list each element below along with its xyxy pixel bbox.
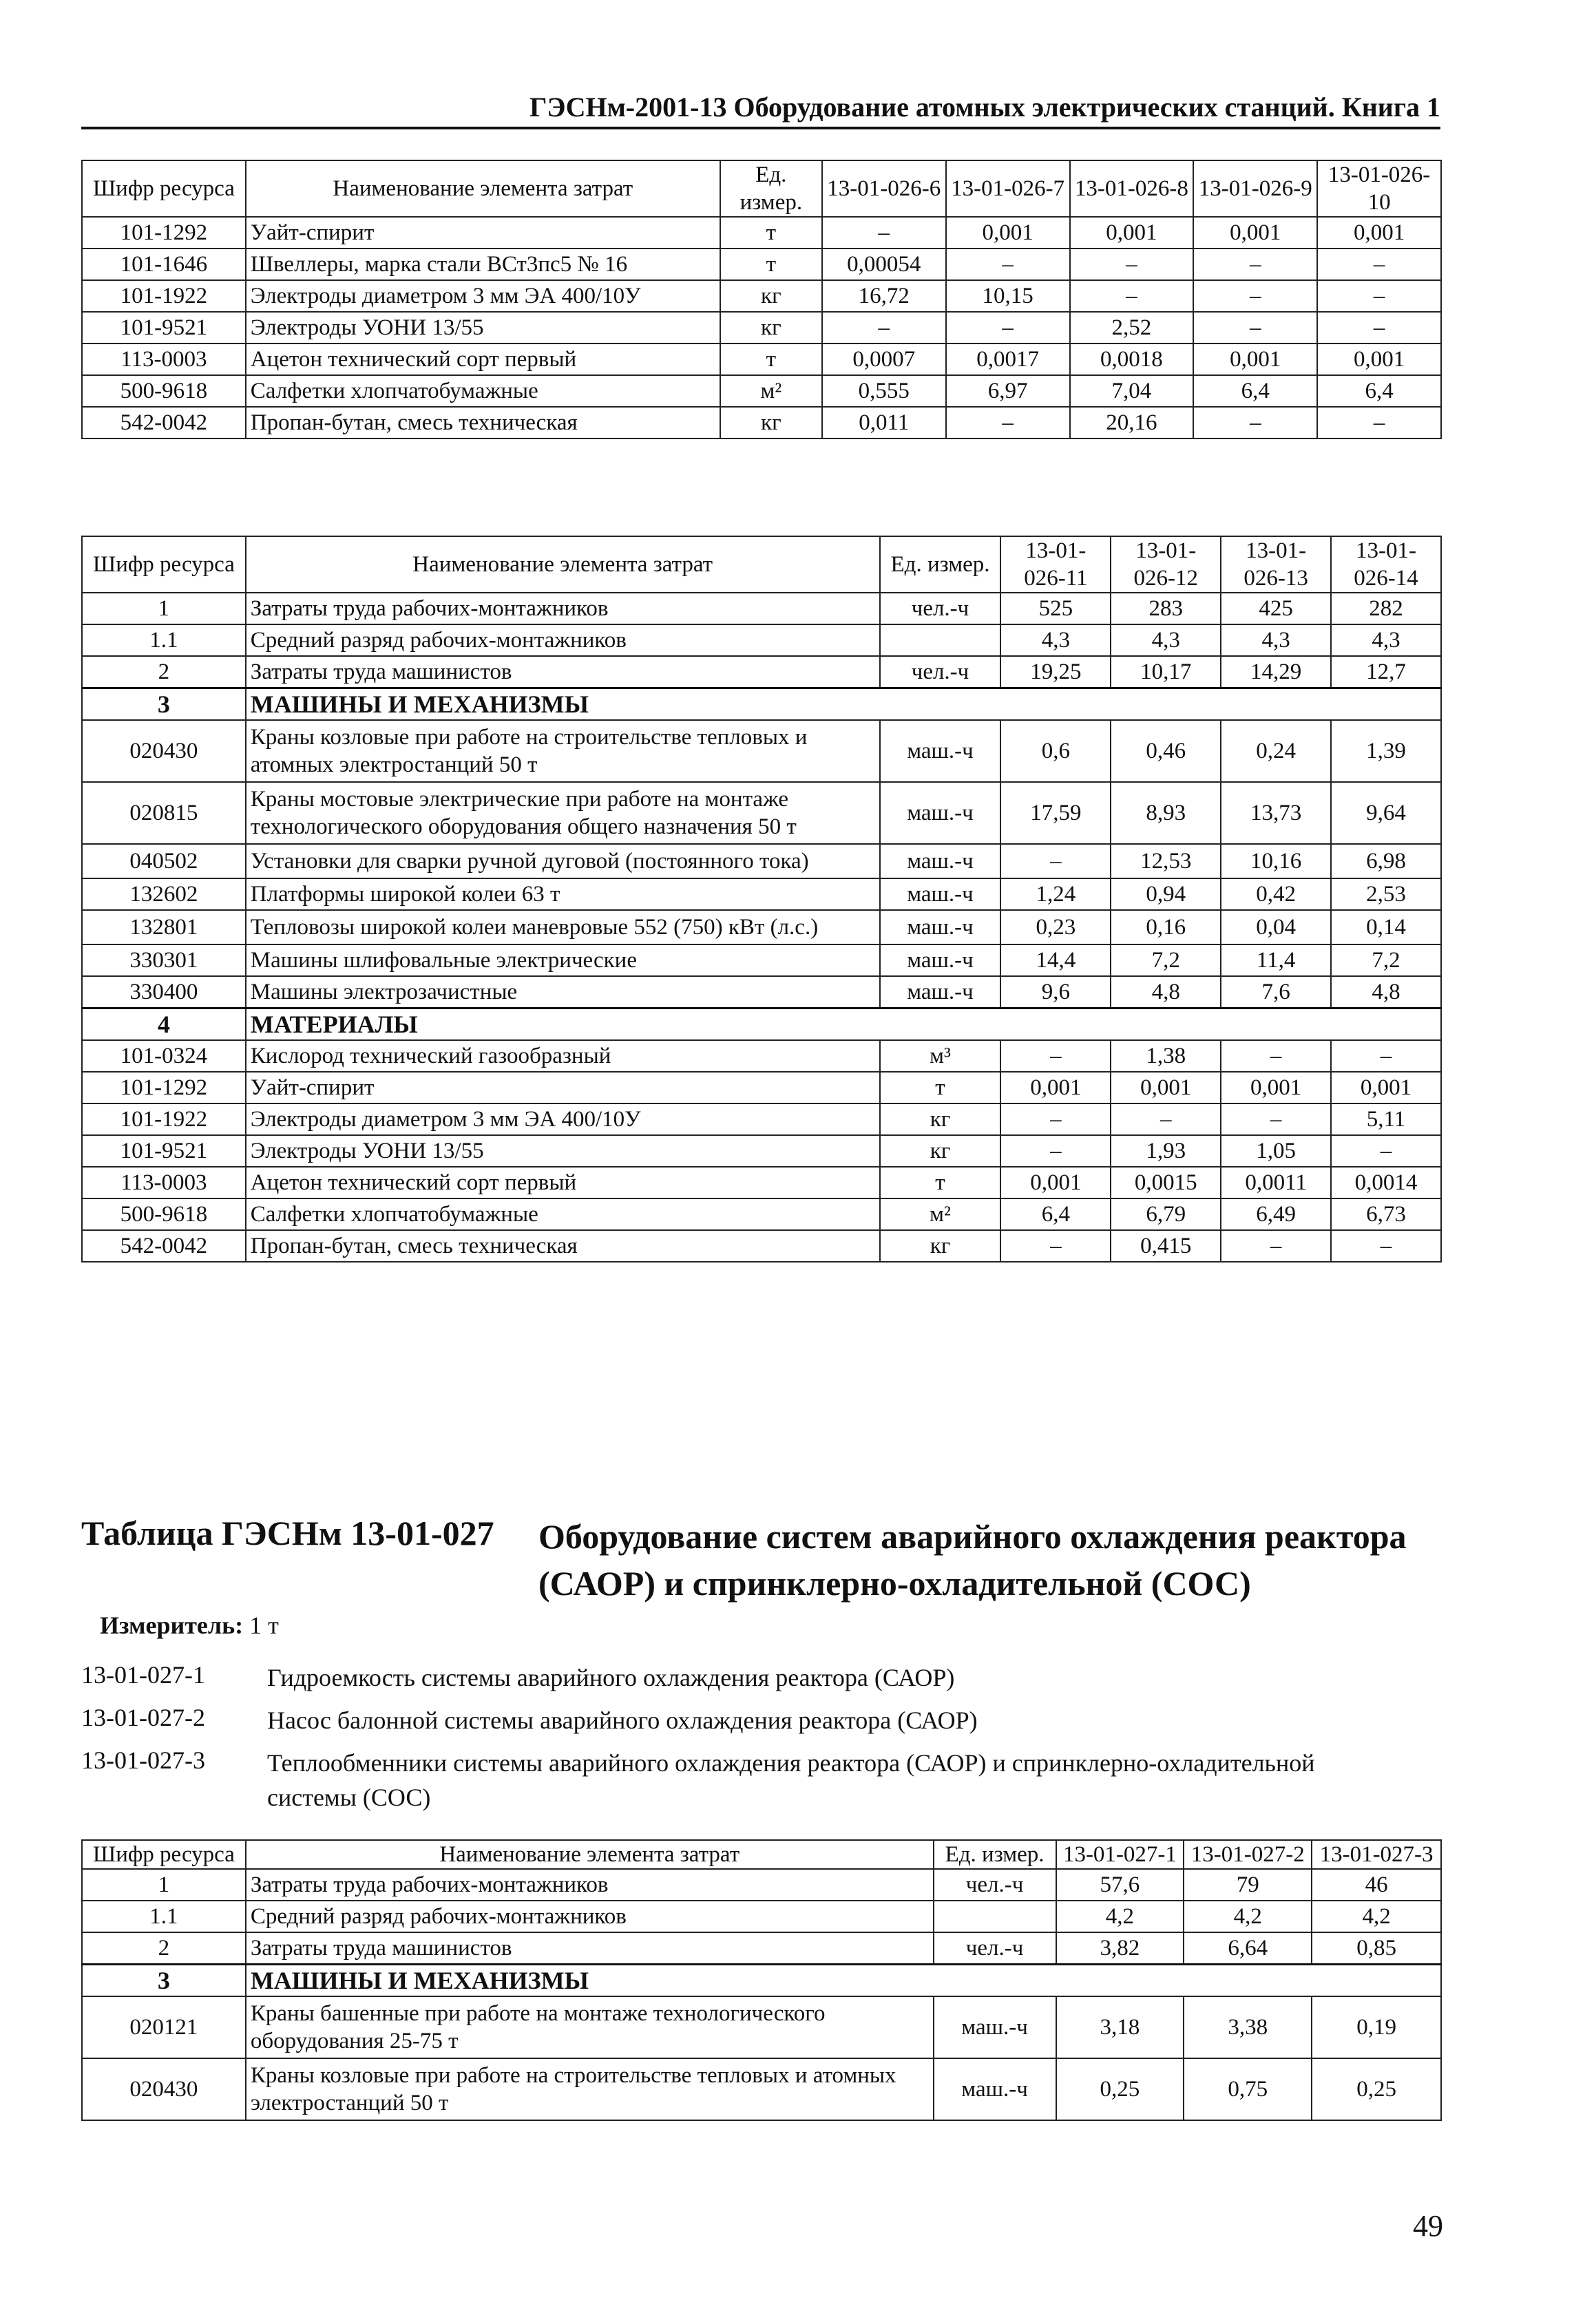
row-value: 0,415 bbox=[1111, 1230, 1221, 1262]
row-code: 1 bbox=[82, 1869, 246, 1901]
header-norm-column: 13-01-027-3 bbox=[1312, 1840, 1441, 1869]
row-value: – bbox=[1331, 1230, 1441, 1262]
row-name: Тепловозы широкой колеи маневровые 552 (750) кВт (л.с.) bbox=[246, 910, 880, 944]
row-value: 0,85 bbox=[1312, 1932, 1441, 1965]
row-unit: т bbox=[720, 344, 822, 375]
row-code: 101-1922 bbox=[82, 280, 246, 312]
row-unit: маш.-ч bbox=[880, 844, 1001, 878]
row-value: 9,64 bbox=[1331, 782, 1441, 844]
row-value: 3,18 bbox=[1056, 1996, 1184, 2058]
row-value: – bbox=[1221, 1230, 1331, 1262]
row-unit: м² bbox=[720, 375, 822, 407]
row-value: 525 bbox=[1000, 593, 1111, 624]
row-unit: т bbox=[720, 217, 822, 249]
row-name: Затраты труда машинистов bbox=[246, 656, 880, 688]
row-value: 3,82 bbox=[1056, 1932, 1184, 1965]
row-value: – bbox=[1111, 1103, 1221, 1135]
row-unit: маш.-ч bbox=[880, 910, 1001, 944]
row-name: Салфетки хлопчатобумажные bbox=[246, 1198, 880, 1230]
header-norm-column: 13-01-027-1 bbox=[1056, 1840, 1184, 1869]
row-code: 1.1 bbox=[82, 624, 246, 656]
row-value: 14,4 bbox=[1000, 944, 1111, 976]
row-value: 0,23 bbox=[1000, 910, 1111, 944]
row-value: 4,2 bbox=[1312, 1901, 1441, 1932]
table-row bbox=[82, 312, 1441, 344]
header-norm-column: 13-01-026-10 bbox=[1317, 160, 1441, 217]
row-value: 0,001 bbox=[1111, 1072, 1221, 1103]
header-norm-column: 13-01-026-7 bbox=[946, 160, 1070, 217]
table-row bbox=[82, 1198, 1441, 1230]
norm-item-code: 13-01-027-1 bbox=[81, 1661, 205, 1689]
row-name: Ацетон технический сорт первый bbox=[246, 344, 720, 375]
norm-item bbox=[81, 1746, 1458, 1815]
row-value: 6,79 bbox=[1111, 1198, 1221, 1230]
row-value: – bbox=[1317, 280, 1441, 312]
norm-item-code: 13-01-027-3 bbox=[81, 1746, 205, 1774]
header-norm-column: 13-01-026-12 bbox=[1111, 536, 1221, 593]
row-value: 4,3 bbox=[1000, 624, 1111, 656]
row-code: 101-1292 bbox=[82, 1072, 246, 1103]
page-number: 49 bbox=[1413, 2209, 1443, 2243]
row-unit: кг bbox=[880, 1230, 1001, 1262]
header-name: Наименование элемента затрат bbox=[246, 160, 720, 217]
row-name: Ацетон технический сорт первый bbox=[246, 1167, 880, 1198]
row-value: – bbox=[822, 217, 946, 249]
row-code: 101-9521 bbox=[82, 1135, 246, 1167]
norm-item bbox=[81, 1703, 1458, 1737]
row-unit: чел.-ч bbox=[880, 656, 1001, 688]
header-unit: Ед. измер. bbox=[880, 536, 1001, 593]
row-unit: т bbox=[880, 1072, 1001, 1103]
row-value: 12,7 bbox=[1331, 656, 1441, 688]
row-value: 46 bbox=[1312, 1869, 1441, 1901]
table-row bbox=[82, 1135, 1441, 1167]
table-row bbox=[82, 1869, 1441, 1901]
row-value: 20,16 bbox=[1070, 407, 1194, 439]
row-value: – bbox=[1193, 407, 1317, 439]
row-code: 542-0042 bbox=[82, 407, 246, 439]
row-code: 020430 bbox=[82, 2058, 246, 2120]
row-unit: маш.-ч bbox=[880, 720, 1001, 782]
row-value: – bbox=[1221, 1103, 1331, 1135]
row-value: 6,97 bbox=[946, 375, 1070, 407]
row-value: 0,001 bbox=[1317, 344, 1441, 375]
row-value: – bbox=[1000, 844, 1111, 878]
table-row bbox=[82, 1103, 1441, 1135]
row-value: 2,52 bbox=[1070, 312, 1194, 344]
section-title: МАШИНЫ И МЕХАНИЗМЫ bbox=[246, 688, 1441, 721]
row-value: 0,001 bbox=[1193, 344, 1317, 375]
row-code: 330301 bbox=[82, 944, 246, 976]
row-unit: м³ bbox=[880, 1040, 1001, 1072]
row-code: 101-0324 bbox=[82, 1040, 246, 1072]
row-name: Установки для сварки ручной дуговой (постоянного тока) bbox=[246, 844, 880, 878]
row-value: 11,4 bbox=[1221, 944, 1331, 976]
table-row bbox=[82, 878, 1441, 910]
row-value: – bbox=[1317, 312, 1441, 344]
norm-item-text: Теплообменники системы аварийного охлаждения реактора (САОР) и спринклерно-охладительной системы (СОС) bbox=[267, 1749, 1315, 1811]
header-norm-column: 13-01-027-2 bbox=[1184, 1840, 1312, 1869]
header-norm-column: 13-01-026-14 bbox=[1331, 536, 1441, 593]
table-row bbox=[82, 976, 1441, 1008]
row-name: Машины электрозачистные bbox=[246, 976, 880, 1008]
measurement-unit bbox=[100, 1611, 279, 1640]
measurement-value: 1 т bbox=[249, 1612, 279, 1639]
row-value: 0,42 bbox=[1221, 878, 1331, 910]
table-row bbox=[82, 844, 1441, 878]
row-value: 0,0007 bbox=[822, 344, 946, 375]
row-unit: кг bbox=[720, 407, 822, 439]
row-value: 0,6 bbox=[1000, 720, 1111, 782]
section-title: МАТЕРИАЛЫ bbox=[246, 1008, 1441, 1041]
row-value: 0,0011 bbox=[1221, 1167, 1331, 1198]
row-value: 0,75 bbox=[1184, 2058, 1312, 2120]
row-code: 020815 bbox=[82, 782, 246, 844]
row-value: – bbox=[1000, 1135, 1111, 1167]
norm-item bbox=[81, 1660, 1458, 1695]
row-name: Машины шлифовальные электрические bbox=[246, 944, 880, 976]
row-name: Средний разряд рабочих-монтажников bbox=[246, 1901, 934, 1932]
row-name: Швеллеры, марка стали ВСт3пс5 № 16 bbox=[246, 249, 720, 280]
header-unit: Ед. измер. bbox=[934, 1840, 1056, 1869]
table-number-title: Таблица ГЭСНм 13-01-027 bbox=[81, 1514, 494, 1552]
row-value: – bbox=[1193, 312, 1317, 344]
row-value: – bbox=[946, 312, 1070, 344]
section-row bbox=[82, 1965, 1441, 1997]
row-value: 0,94 bbox=[1111, 878, 1221, 910]
row-value: 6,4 bbox=[1193, 375, 1317, 407]
table-row bbox=[82, 280, 1441, 312]
row-code: 2 bbox=[82, 1932, 246, 1965]
row-code: 330400 bbox=[82, 976, 246, 1008]
row-value: 16,72 bbox=[822, 280, 946, 312]
row-unit: маш.-ч bbox=[880, 944, 1001, 976]
row-value: 79 bbox=[1184, 1869, 1312, 1901]
table-row bbox=[82, 249, 1441, 280]
row-value: 0,001 bbox=[1000, 1072, 1111, 1103]
header-code: Шифр ресурса bbox=[82, 536, 246, 593]
row-unit: маш.-ч bbox=[934, 2058, 1056, 2120]
header-unit: Ед. измер. bbox=[720, 160, 822, 217]
section-row bbox=[82, 688, 1441, 721]
table-row bbox=[82, 593, 1441, 624]
resource-table-026-part1 bbox=[81, 160, 1442, 439]
row-name: Платформы широкой колеи 63 т bbox=[246, 878, 880, 910]
header-norm-column: 13-01-026-6 bbox=[822, 160, 946, 217]
row-value: 4,8 bbox=[1111, 976, 1221, 1008]
row-value: 4,8 bbox=[1331, 976, 1441, 1008]
row-unit bbox=[880, 624, 1001, 656]
row-value: 0,04 bbox=[1221, 910, 1331, 944]
row-value: 5,11 bbox=[1331, 1103, 1441, 1135]
row-name: Пропан-бутан, смесь техническая bbox=[246, 1230, 880, 1262]
section-row bbox=[82, 1008, 1441, 1041]
row-code: 040502 bbox=[82, 844, 246, 878]
row-value: 0,001 bbox=[1000, 1167, 1111, 1198]
row-name: Электроды диаметром 3 мм ЭА 400/10У bbox=[246, 280, 720, 312]
row-code: 542-0042 bbox=[82, 1230, 246, 1262]
measurement-label: Измеритель: bbox=[100, 1612, 244, 1639]
table-row bbox=[82, 1996, 1441, 2058]
row-value: 1,38 bbox=[1111, 1040, 1221, 1072]
row-name: Средний разряд рабочих-монтажников bbox=[246, 624, 880, 656]
row-code: 101-1922 bbox=[82, 1103, 246, 1135]
norm-item-text: Гидроемкость системы аварийного охлаждения реактора (САОР) bbox=[267, 1664, 955, 1691]
row-value: 7,6 bbox=[1221, 976, 1331, 1008]
table-row bbox=[82, 1901, 1441, 1932]
row-value: 4,3 bbox=[1331, 624, 1441, 656]
row-value: 6,98 bbox=[1331, 844, 1441, 878]
row-value: 282 bbox=[1331, 593, 1441, 624]
table-row bbox=[82, 217, 1441, 249]
row-value: 0,14 bbox=[1331, 910, 1441, 944]
header-code: Шифр ресурса bbox=[82, 160, 246, 217]
row-value: 7,04 bbox=[1070, 375, 1194, 407]
row-value: – bbox=[822, 312, 946, 344]
row-code: 101-1646 bbox=[82, 249, 246, 280]
row-code: 020121 bbox=[82, 1996, 246, 2058]
table-row bbox=[82, 656, 1441, 688]
table-row bbox=[82, 1932, 1441, 1965]
row-unit: кг bbox=[880, 1135, 1001, 1167]
row-value: 0,19 bbox=[1312, 1996, 1441, 2058]
row-name: Затраты труда рабочих-монтажников bbox=[246, 1869, 934, 1901]
row-name: Краны козловые при работе на строительстве тепловых и атомных электростанций 50 т bbox=[246, 2058, 934, 2120]
row-value: 0,001 bbox=[1193, 217, 1317, 249]
row-unit: т bbox=[880, 1167, 1001, 1198]
row-code: 500-9618 bbox=[82, 375, 246, 407]
row-value: – bbox=[1000, 1103, 1111, 1135]
row-value: – bbox=[1331, 1135, 1441, 1167]
header-norm-column: 13-01-026-13 bbox=[1221, 536, 1331, 593]
row-code: 2 bbox=[82, 656, 246, 688]
row-value: 1,24 bbox=[1000, 878, 1111, 910]
header-code: Шифр ресурса bbox=[82, 1840, 246, 1869]
row-value: 10,17 bbox=[1111, 656, 1221, 688]
row-code: 500-9618 bbox=[82, 1198, 246, 1230]
row-code: 3 bbox=[82, 1965, 246, 1997]
row-name: Электроды УОНИ 13/55 bbox=[246, 1135, 880, 1167]
row-unit: м² bbox=[880, 1198, 1001, 1230]
row-value: 17,59 bbox=[1000, 782, 1111, 844]
row-value: 0,0015 bbox=[1111, 1167, 1221, 1198]
row-value: 0,001 bbox=[1317, 217, 1441, 249]
row-value: 13,73 bbox=[1221, 782, 1331, 844]
row-value: 6,4 bbox=[1317, 375, 1441, 407]
row-code: 3 bbox=[82, 688, 246, 721]
row-unit: кг bbox=[720, 312, 822, 344]
row-unit: т bbox=[720, 249, 822, 280]
row-value: 0,001 bbox=[1331, 1072, 1441, 1103]
row-unit bbox=[934, 1901, 1056, 1932]
row-name: Уайт-спирит bbox=[246, 1072, 880, 1103]
running-header: ГЭСНм-2001-13 Оборудование атомных электрических станций. Книга 1 bbox=[81, 88, 1440, 129]
row-unit: чел.-ч bbox=[880, 593, 1001, 624]
row-value: 4,3 bbox=[1221, 624, 1331, 656]
row-code: 132602 bbox=[82, 878, 246, 910]
header-norm-column: 13-01-026-11 bbox=[1000, 536, 1111, 593]
row-unit: чел.-ч bbox=[934, 1932, 1056, 1965]
row-value: 2,53 bbox=[1331, 878, 1441, 910]
row-value: 1,93 bbox=[1111, 1135, 1221, 1167]
row-value: 1,05 bbox=[1221, 1135, 1331, 1167]
row-value: 0,011 bbox=[822, 407, 946, 439]
row-value: – bbox=[1317, 249, 1441, 280]
table-row bbox=[82, 720, 1441, 782]
row-value: 10,16 bbox=[1221, 844, 1331, 878]
row-value: – bbox=[1193, 249, 1317, 280]
resource-table-026-part2 bbox=[81, 536, 1442, 1263]
norm-item-text: Насос балонной системы аварийного охлаждения реактора (САОР) bbox=[267, 1707, 978, 1734]
row-value: – bbox=[1317, 407, 1441, 439]
row-name: Краны башенные при работе на монтаже технологического оборудования 25-75 т bbox=[246, 1996, 934, 2058]
row-unit: маш.-ч bbox=[880, 976, 1001, 1008]
table-row bbox=[82, 2058, 1441, 2120]
row-name: Краны козловые при работе на строительстве тепловых и атомных электростанций 50 т bbox=[246, 720, 880, 782]
header-name: Наименование элемента затрат bbox=[246, 536, 880, 593]
table-row bbox=[82, 1040, 1441, 1072]
row-code: 1 bbox=[82, 593, 246, 624]
row-value: 0,001 bbox=[946, 217, 1070, 249]
row-code: 1.1 bbox=[82, 1901, 246, 1932]
row-name: Салфетки хлопчатобумажные bbox=[246, 375, 720, 407]
table-row bbox=[82, 1072, 1441, 1103]
row-value: – bbox=[1221, 1040, 1331, 1072]
table-description-title: Оборудование систем аварийного охлаждения реактора (САОР) и спринклерно-охладительной (СОС) bbox=[538, 1517, 1407, 1603]
row-value: 6,4 bbox=[1000, 1198, 1111, 1230]
row-value: 0,0017 bbox=[946, 344, 1070, 375]
row-value: – bbox=[946, 249, 1070, 280]
row-value: – bbox=[946, 407, 1070, 439]
resource-table-027 bbox=[81, 1839, 1442, 2121]
norm-item-code: 13-01-027-2 bbox=[81, 1704, 205, 1731]
row-value: 0,46 bbox=[1111, 720, 1221, 782]
row-value: 283 bbox=[1111, 593, 1221, 624]
row-code: 101-1292 bbox=[82, 217, 246, 249]
row-value: – bbox=[1331, 1040, 1441, 1072]
table-row bbox=[82, 944, 1441, 976]
row-value: 4,2 bbox=[1056, 1901, 1184, 1932]
row-value: 0,00054 bbox=[822, 249, 946, 280]
row-value: 0,0014 bbox=[1331, 1167, 1441, 1198]
row-value: 7,2 bbox=[1111, 944, 1221, 976]
row-value: 0,16 bbox=[1111, 910, 1221, 944]
row-value: 4,2 bbox=[1184, 1901, 1312, 1932]
row-value: 14,29 bbox=[1221, 656, 1331, 688]
row-value: – bbox=[1000, 1040, 1111, 1072]
table-row bbox=[82, 344, 1441, 375]
row-value: 57,6 bbox=[1056, 1869, 1184, 1901]
row-value: 3,38 bbox=[1184, 1996, 1312, 2058]
header-name: Наименование элемента затрат bbox=[246, 1840, 934, 1869]
row-name: Затраты труда рабочих-монтажников bbox=[246, 593, 880, 624]
table-row bbox=[82, 624, 1441, 656]
row-value: 6,49 bbox=[1221, 1198, 1331, 1230]
row-value: – bbox=[1000, 1230, 1111, 1262]
row-unit: маш.-ч bbox=[880, 782, 1001, 844]
row-name: Электроды УОНИ 13/55 bbox=[246, 312, 720, 344]
row-value: 4,3 bbox=[1111, 624, 1221, 656]
row-unit: чел.-ч bbox=[934, 1869, 1056, 1901]
row-value: – bbox=[1070, 249, 1194, 280]
row-unit: маш.-ч bbox=[934, 1996, 1056, 2058]
row-value: 19,25 bbox=[1000, 656, 1111, 688]
row-value: 10,15 bbox=[946, 280, 1070, 312]
table-row bbox=[82, 1230, 1441, 1262]
row-code: 132801 bbox=[82, 910, 246, 944]
row-value: 0,555 bbox=[822, 375, 946, 407]
table-row bbox=[82, 782, 1441, 844]
row-value: 6,64 bbox=[1184, 1932, 1312, 1965]
row-value: 12,53 bbox=[1111, 844, 1221, 878]
table-row bbox=[82, 375, 1441, 407]
row-name: Уайт-спирит bbox=[246, 217, 720, 249]
row-value: – bbox=[1070, 280, 1194, 312]
table-row bbox=[82, 407, 1441, 439]
row-value: 0,25 bbox=[1312, 2058, 1441, 2120]
row-value: 9,6 bbox=[1000, 976, 1111, 1008]
row-value: 425 bbox=[1221, 593, 1331, 624]
row-value: 0,001 bbox=[1221, 1072, 1331, 1103]
row-name: Пропан-бутан, смесь техническая bbox=[246, 407, 720, 439]
row-value: 7,2 bbox=[1331, 944, 1441, 976]
row-value: 0,001 bbox=[1070, 217, 1194, 249]
row-code: 020430 bbox=[82, 720, 246, 782]
row-value: 0,25 bbox=[1056, 2058, 1184, 2120]
row-name: Электроды диаметром 3 мм ЭА 400/10У bbox=[246, 1103, 880, 1135]
table-row bbox=[82, 1167, 1441, 1198]
row-name: Затраты труда машинистов bbox=[246, 1932, 934, 1965]
header-norm-column: 13-01-026-9 bbox=[1193, 160, 1317, 217]
row-value: 8,93 bbox=[1111, 782, 1221, 844]
section-title: МАШИНЫ И МЕХАНИЗМЫ bbox=[246, 1965, 1441, 1997]
row-unit: кг bbox=[880, 1103, 1001, 1135]
row-unit: кг bbox=[720, 280, 822, 312]
row-unit: маш.-ч bbox=[880, 878, 1001, 910]
row-value: 6,73 bbox=[1331, 1198, 1441, 1230]
row-value: – bbox=[1193, 280, 1317, 312]
row-value: 1,39 bbox=[1331, 720, 1441, 782]
table-row bbox=[82, 910, 1441, 944]
row-code: 113-0003 bbox=[82, 1167, 246, 1198]
row-code: 113-0003 bbox=[82, 344, 246, 375]
row-name: Кислород технический газообразный bbox=[246, 1040, 880, 1072]
row-name: Краны мостовые электрические при работе на монтаже технологического оборудования общего назначения 50 т bbox=[246, 782, 880, 844]
row-code: 101-9521 bbox=[82, 312, 246, 344]
header-norm-column: 13-01-026-8 bbox=[1070, 160, 1194, 217]
row-code: 4 bbox=[82, 1008, 246, 1041]
row-value: 0,24 bbox=[1221, 720, 1331, 782]
row-value: 0,0018 bbox=[1070, 344, 1194, 375]
